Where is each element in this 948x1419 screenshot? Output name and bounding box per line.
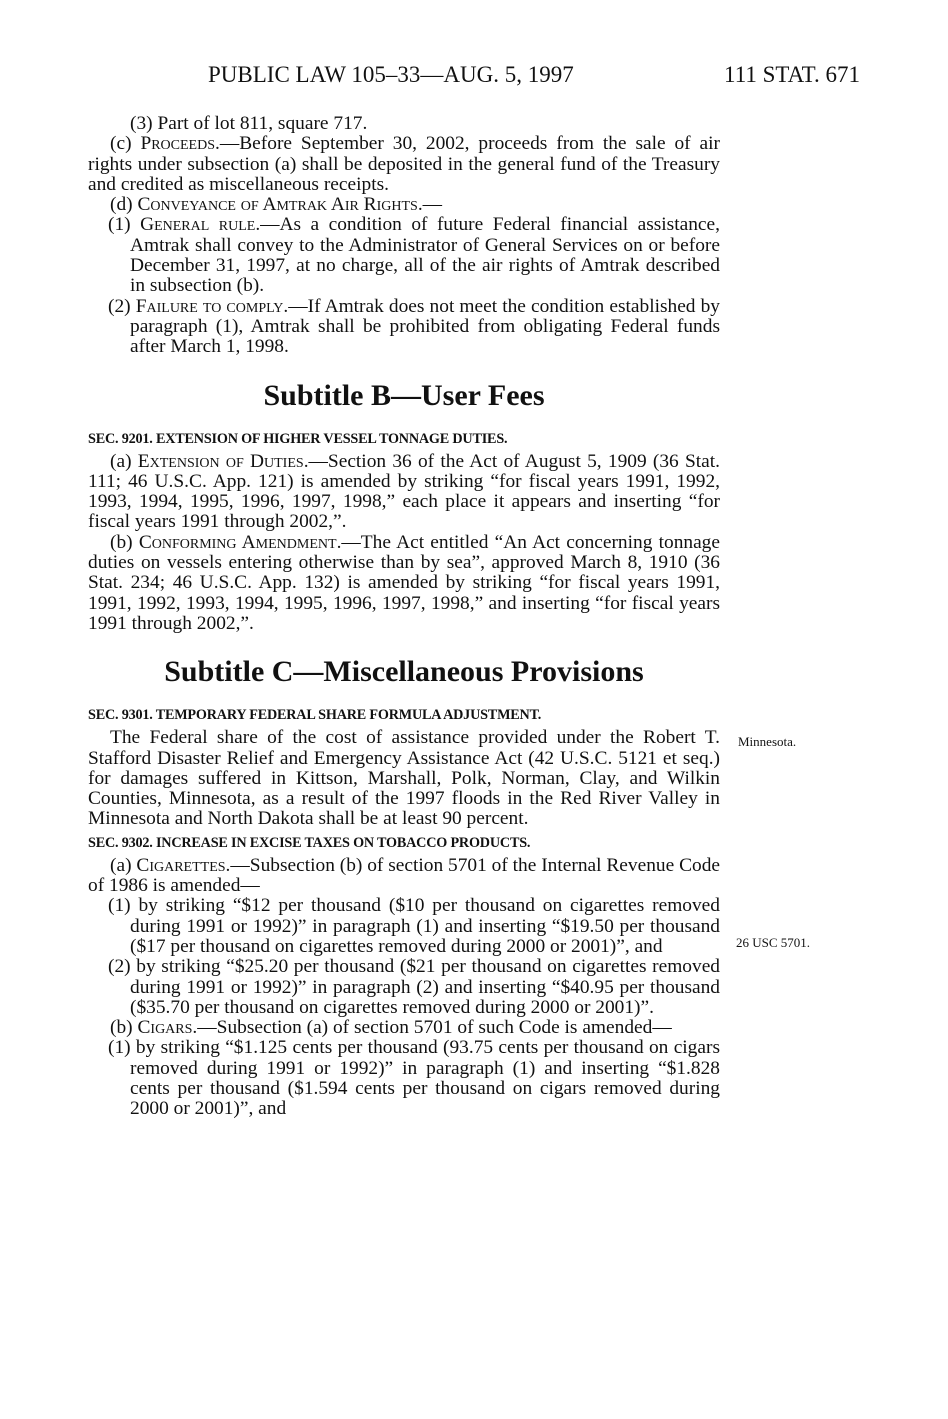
- label: (c): [110, 133, 141, 155]
- paragraph-cigarettes-1: (1) by striking “$12 per thousand ($10 per thousand on cigarettes removed during 1991 or 1992)” in paragraph (1) and inserting “$19.50 per thousand ($17 per thousand on cigarettes removed during 2000 or 2001)”, and: [108, 895, 720, 957]
- label: (a): [110, 450, 138, 472]
- paragraph-general-rule: [88, 215, 720, 296]
- label: (b): [110, 531, 139, 553]
- paragraph-text: .—The Act entitled “An Act concerning tonnage duties on vessels entering otherwise than by sea”, approved March 8, 1910 (36 Stat. 234; 46 U.S.C. App. 132) is amended by striking “for fiscal years 1991, 1991, 1992, 1993, 1994, 1995, 1996, 1997, 1998,” and inserting “for fiscal years 1991 through 2002,”.: [88, 531, 720, 634]
- paragraph-text: .—Subsection (b) of section 5701 of the Internal Revenue Code of 1986 is amended—: [88, 854, 720, 897]
- header-public-law: PUBLIC LAW 105–33—AUG. 5, 1997: [208, 62, 574, 87]
- paragraph-text: .—Subsection (a) of section 5701 of such Code is amended—: [192, 1017, 672, 1039]
- paragraph-cigars: [88, 1018, 720, 1038]
- inline-heading: Conforming Amendment: [138, 531, 337, 553]
- paragraph-text: .—Before September 30, 2002, proceeds from the sale of air rights under subsection (a) shall be deposited in the general fund of the Treasury and credited as miscellaneous receipts.: [88, 133, 721, 195]
- paragraph-conveyance: [88, 195, 720, 215]
- subtitle-b-heading: Subtitle B—User Fees: [263, 378, 545, 412]
- subtitle-c-heading: Subtitle C—Miscellaneous Provisions: [164, 655, 644, 689]
- paragraph-extension-of-duties: [88, 452, 720, 533]
- paragraph-conforming-amendment: [88, 533, 720, 634]
- label: (b): [110, 1017, 138, 1039]
- paragraph-text: .—As a condition of future Federal financial assistance, Amtrak shall convey to the Administrator of General Services on or before December 31, 1997, at no charge, all of the air rights of Amtrak described in subsection (b).: [130, 214, 720, 297]
- document-body: [88, 114, 720, 1120]
- paragraph-federal-share: The Federal share of the cost of assistance provided under the Robert T. Stafford Disaster Relief and Emergency Assistance Act (42 U.S.C. 5121 et seq.) for damages suffered in Kittson, Marshall, Polk, Norman, Clay, and Wilkin Counties, Minnesota, as a result of the 1997 floods in the Red River Valley in Minnesota and North Dakota shall be at least 90 percent.: [88, 727, 720, 830]
- paragraph-lot: (3) Part of lot 811, square 717.: [130, 113, 368, 134]
- label: (a): [110, 854, 137, 876]
- header-stat-page: 111 STAT. 671: [724, 62, 860, 87]
- label: (1): [108, 214, 141, 236]
- paragraph-cigarettes-2: (2) by striking “$25.20 per thousand ($21 per thousand on cigarettes removed during 1991 or 1992)” in paragraph (2) and inserting “$40.95 per thousand ($35.70 per thousand on cigarettes removed during 2000 or 2001)”.: [108, 956, 720, 1018]
- inline-heading: Extension of Duties: [137, 450, 304, 472]
- paragraph-text: .—Section 36 of the Act of August 5, 1909 (36 Stat. 111; 46 U.S.C. App. 121) is amended by striking “for fiscal years 1991, 1992, 1993, 1994, 1995, 1996, 1997, 1998,” each place it appears and inserting “for fiscal years 1991 through 2002,”.: [88, 450, 721, 533]
- inline-heading: General rule: [140, 214, 256, 236]
- inline-heading: Cigars: [137, 1017, 193, 1039]
- inline-heading: Conveyance of Amtrak Air Rights: [137, 194, 418, 216]
- running-header: [208, 62, 860, 92]
- label: (2): [108, 295, 136, 317]
- paragraph-text: .—: [417, 194, 443, 216]
- inline-heading: Cigarettes: [136, 854, 226, 876]
- paragraph-cigars-1: (1) by striking “$1.125 cents per thousand (93.75 cents per thousand on cigars removed during 1991 or 1992)” in paragraph (1) and inserting “$1.828 cents per thousand ($1.594 cents per thousand on cigars removed during 2000 or 2001)”, and: [108, 1037, 720, 1120]
- paragraph-proceeds: [88, 134, 720, 195]
- margin-note-usc: 26 USC 5701.: [736, 935, 811, 950]
- paragraph-failure-to-comply: [88, 297, 720, 358]
- paragraph-cigarettes: [88, 856, 720, 897]
- margin-note-minnesota: Minnesota.: [738, 734, 797, 749]
- inline-heading: Failure to comply: [135, 295, 284, 317]
- paragraph-text: .—If Amtrak does not meet the condition established by paragraph (1), Amtrak shall be prohibited from obligating Federal funds after March 1, 1998.: [130, 295, 720, 358]
- label: (d): [110, 194, 138, 216]
- section-9201-heading: SEC. 9201. EXTENSION OF HIGHER VESSEL TONNAGE DUTIES.: [88, 430, 508, 447]
- section-9301-heading: SEC. 9301. TEMPORARY FEDERAL SHARE FORMULA ADJUSTMENT.: [88, 707, 542, 724]
- inline-heading: Proceeds: [140, 133, 216, 155]
- section-9302-heading: SEC. 9302. INCREASE IN EXCISE TAXES ON TOBACCO PRODUCTS.: [88, 834, 531, 851]
